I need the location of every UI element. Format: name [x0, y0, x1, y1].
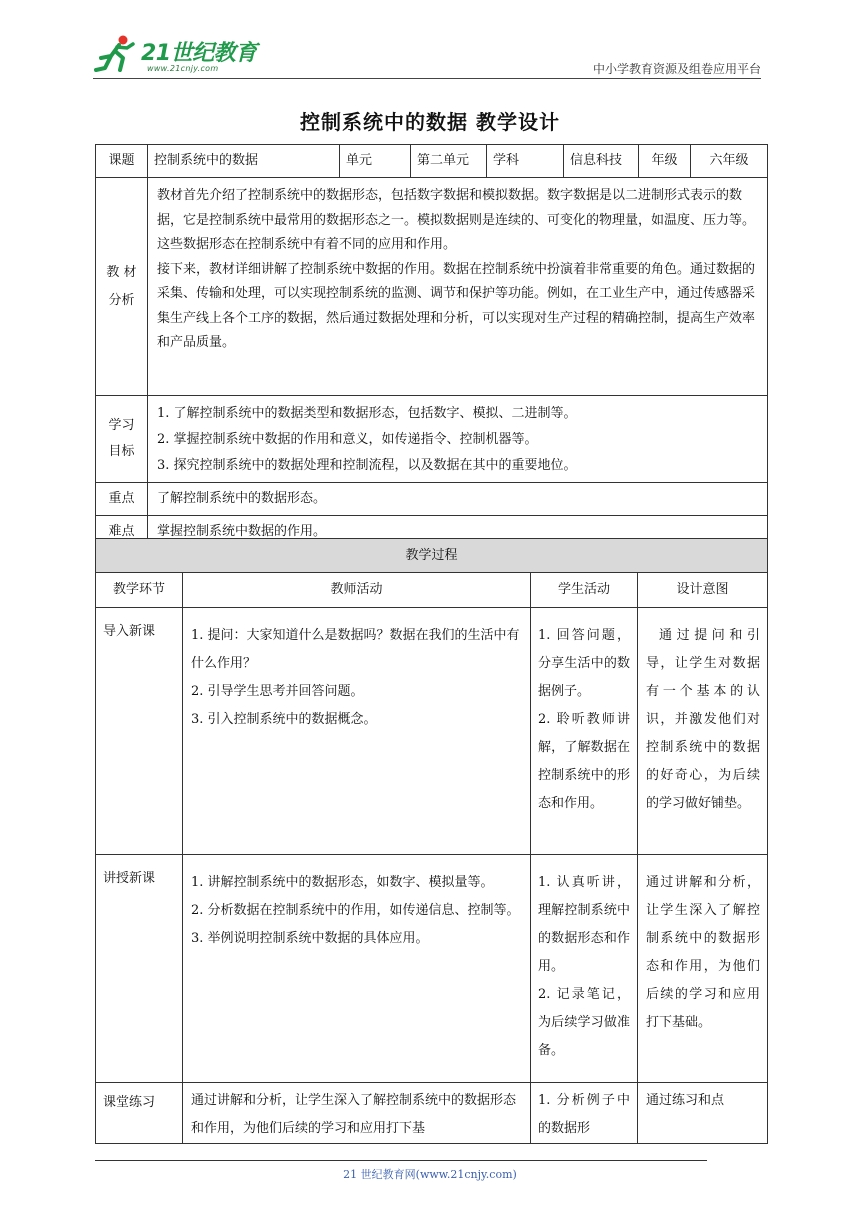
logo-url: www.21cnjy.com: [147, 64, 219, 73]
footer-text[interactable]: 21 世纪教育网(www.21cnjy.com): [343, 1168, 517, 1181]
analysis-label: [96, 178, 148, 396]
process-header-row: [96, 573, 768, 608]
student-activity-item: 2. 记录笔记，为后续学习做准备。: [538, 987, 630, 1058]
goals-row: [96, 396, 768, 483]
design-intent-text: 通过提问和引导，让学生对数据有一个基本的认识，并激发他们对控制系统中的数据的好奇心，为后续的学习做好铺垫。: [646, 628, 761, 811]
teacher-activity-item: 3. 举例说明控制系统中数据的具体应用。: [191, 931, 429, 946]
teacher-activity-item: 通过讲解和分析，让学生深入了解控制系统中的数据形态和作用，为他们后续的学习和应用打下基: [191, 1093, 517, 1136]
design-intent-text: 通过讲解和分析，让学生深入了解控制系统中的数据形态和作用，为他们后续的学习和应用打下基础。: [646, 875, 761, 1030]
teaching-process-table: [95, 538, 768, 1144]
column-header-student: 学生活动: [531, 573, 638, 608]
footer-divider: [95, 1160, 707, 1161]
analysis-label-line2: 分析: [108, 292, 135, 308]
process-row: [96, 608, 768, 855]
key-point-text: 了解控制系统中的数据形态。: [148, 483, 768, 516]
teacher-activity-item: 1. 讲解控制系统中的数据形态，如数字、模拟量等。: [191, 875, 494, 890]
teacher-activity-cell: [183, 608, 531, 855]
unit-label: 单元: [340, 145, 411, 178]
topic-value: 控制系统中的数据: [148, 145, 340, 178]
header-divider: [93, 78, 761, 79]
logo: [93, 32, 263, 78]
analysis-label-line1: 教 材: [106, 264, 137, 280]
goals-label: [96, 396, 148, 483]
teacher-activity-item: 2. 引导学生思考并回答问题。: [191, 684, 364, 699]
process-title-row: [96, 539, 768, 573]
unit-value: 第二单元: [411, 145, 487, 178]
teacher-activity-item: 1. 提问：大家知道什么是数据吗？数据在我们的生活中有什么作用？: [191, 628, 520, 671]
goal-item: 2. 掌握控制系统中数据的作用和意义，如传递指令、控制机器等。: [157, 432, 538, 447]
goal-item: 3. 探究控制系统中的数据处理和控制流程，以及数据在其中的重要地位。: [157, 458, 577, 473]
platform-name: 中小学教育资源及组卷应用平台: [592, 62, 761, 76]
difficulty-text: 掌握控制系统中数据的作用。: [148, 516, 768, 549]
process-title: 教学过程: [96, 539, 768, 573]
teacher-activity-item: 2. 分析数据在控制系统中的作用，如传递信息、控制等。: [191, 903, 520, 918]
topic-label: 课题: [96, 145, 148, 178]
stage-cell: 导入新课: [96, 608, 183, 855]
page-header: [93, 32, 761, 78]
student-activity-cell: [531, 608, 638, 855]
design-intent-cell: [638, 1083, 768, 1144]
student-activity-item: 1. 回答问题，分享生活中的数据例子。: [538, 628, 630, 699]
column-header-stage: 教学环节: [96, 573, 183, 608]
student-activity-item: 1. 认真听讲，理解控制系统中的数据形态和作用。: [538, 875, 630, 974]
process-row: [96, 855, 768, 1083]
grade-label: 年级: [639, 145, 691, 178]
runner-logo-icon: [93, 34, 139, 74]
stage-cell: 讲授新课: [96, 855, 183, 1083]
subject-label: 学科: [487, 145, 564, 178]
student-activity-item: 1. 分析例子中的数据形: [538, 1093, 630, 1136]
document-title: 控制系统中的数据 教学设计: [300, 110, 560, 134]
teacher-activity-item: 3. 引入控制系统中的数据概念。: [191, 712, 377, 727]
analysis-row: [96, 178, 768, 396]
logo-text: 21世纪教育: [141, 41, 257, 66]
process-row: [96, 1083, 768, 1144]
subject-value: 信息科技: [564, 145, 639, 178]
analysis-paragraph-2: 接下来，教材详细讲解了控制系统中数据的作用。数据在控制系统中扮演着非常重要的角色。通过数据的采集、传输和处理，可以实现控制系统的监测、调节和保护等功能。例如，在工业生产中，通过传感器采集生产线上各个工序的数据，然后通过数据处理和分析，可以实现对生产过程的精确控制，提高生产效率和产品质量。: [157, 261, 756, 350]
goals-label-line1: 学习: [108, 418, 135, 433]
column-header-design: 设计意图: [638, 573, 768, 608]
column-header-teacher: 教师活动: [183, 573, 531, 608]
student-activity-cell: [531, 1083, 638, 1144]
student-activity-item: 2. 聆听教师讲解，了解数据在控制系统中的形态和作用。: [538, 712, 630, 811]
design-intent-cell: [638, 855, 768, 1083]
design-intent-text: 通过练习和点: [646, 1093, 725, 1108]
key-point-row: [96, 483, 768, 516]
analysis-paragraph-1: 教材首先介绍了控制系统中的数据形态，包括数字数据和模拟数据。数字数据是以二进制形式表示的数据，它是控制系统中最常用的数据形态之一。模拟数据则是连续的、可变化的物理量，如温度、压力等。这些数据形态在控制系统中有着不同的应用和作用。: [157, 188, 756, 252]
key-point-label: 重点: [96, 483, 148, 516]
lesson-info-table: [95, 144, 768, 549]
grade-value: 六年级: [691, 145, 768, 178]
student-activity-cell: [531, 855, 638, 1083]
goals-list: [148, 396, 768, 483]
info-row: [96, 145, 768, 178]
goal-item: 1. 了解控制系统中的数据类型和数据形态，包括数字、模拟、二进制等。: [157, 406, 577, 421]
teacher-activity-cell: [183, 1083, 531, 1144]
stage-cell: 课堂练习: [96, 1083, 183, 1144]
goals-label-line2: 目标: [108, 444, 135, 459]
teacher-activity-cell: [183, 855, 531, 1083]
analysis-text: [148, 178, 768, 396]
design-intent-cell: [638, 608, 768, 855]
difficulty-label: 难点: [96, 516, 148, 549]
